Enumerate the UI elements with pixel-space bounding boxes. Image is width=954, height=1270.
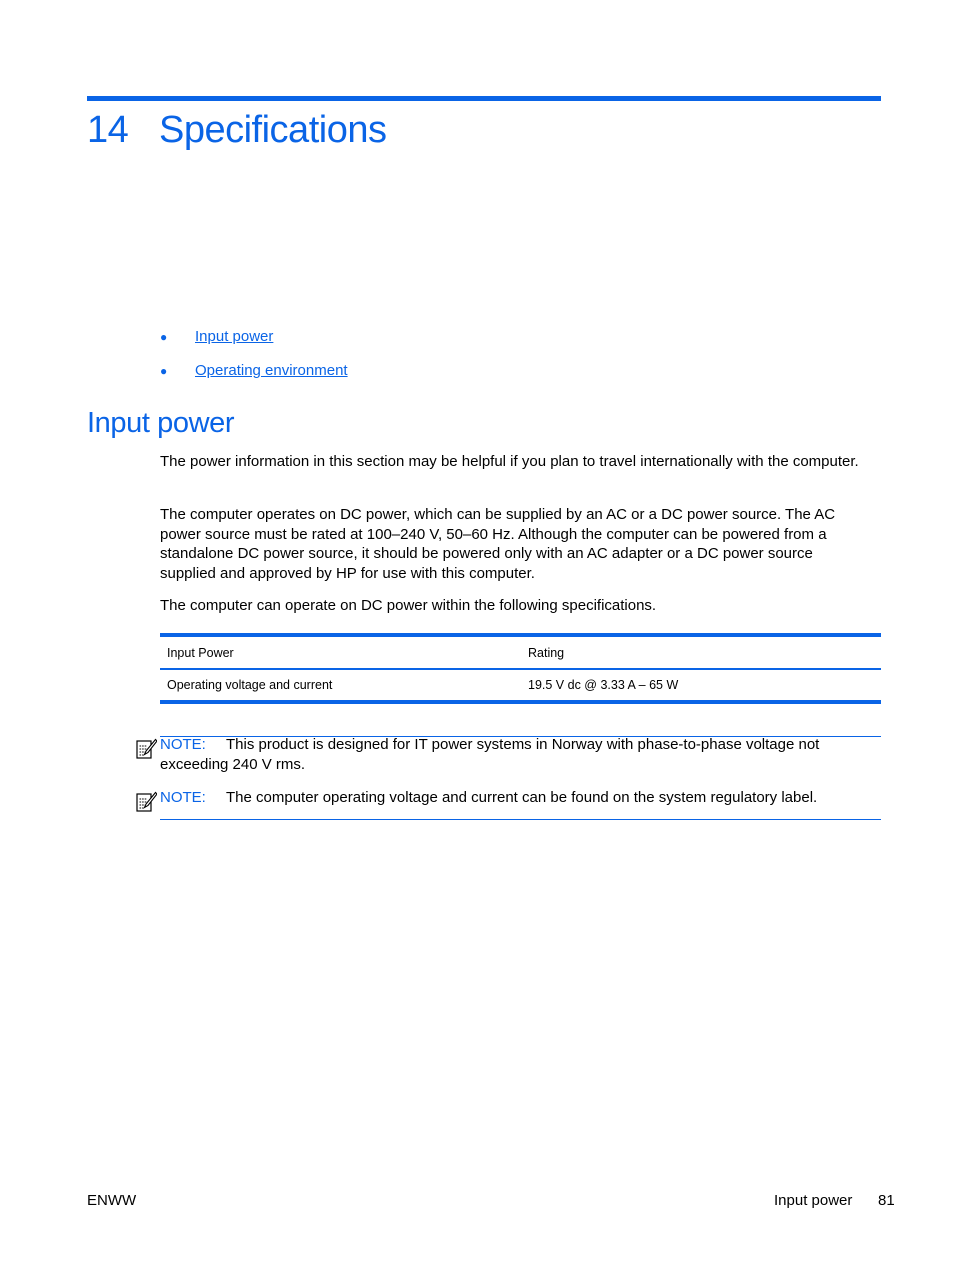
toc-item-input-power: [160, 327, 273, 347]
paragraph-intro: The power information in this section may be helpful if you plan to travel internationally with the computer.: [160, 453, 859, 470]
chapter-title: Specifications: [159, 109, 387, 151]
chapter-number: 14: [87, 109, 129, 151]
chapter-rule: [87, 96, 881, 101]
paragraph-dc-power: The computer operates on DC power, which can be supplied by an AC or a DC power source. The AC power source must be rated at 100–240 V, 50–60 Hz. Although the computer can be powered from a standalone DC power source, it should be powered only with an AC adapter or a DC power source supplied and approved by HP for use with this computer.: [160, 506, 836, 582]
note-text: This product is designed for IT power systems in Norway with phase-to-phase voltage not exceeding 240 V rms.: [160, 736, 820, 773]
note-text: The computer operating voltage and current can be found on the system regulatory label.: [226, 789, 818, 806]
chapter-heading: [87, 104, 386, 156]
section-title: Input power: [87, 407, 235, 439]
note-regulatory-label: [160, 788, 881, 808]
spec-table: [160, 633, 881, 704]
footer-left: ENWW: [87, 1192, 137, 1209]
note-icon: [135, 738, 157, 760]
table-cell-parameter: Operating voltage and current: [160, 669, 521, 702]
table-header-row: [160, 635, 881, 669]
table-row: [160, 669, 881, 702]
table-cell-rating: 19.5 V dc @ 3.33 A – 65 W: [521, 669, 881, 702]
note-icon: [135, 791, 157, 813]
table-header-rating: Rating: [521, 635, 881, 669]
paragraph-specifications: The computer can operate on DC power within the following specifications.: [160, 597, 657, 614]
note-label: NOTE:: [160, 789, 206, 806]
bullet-icon: ●: [160, 364, 168, 378]
page-number: 81: [878, 1192, 895, 1209]
footer-section: Input power: [774, 1192, 853, 1209]
note-norway: [160, 735, 881, 774]
bullet-icon: ●: [160, 330, 168, 344]
toc-item-operating-environment: [160, 361, 348, 381]
note-bottom-rule: [160, 819, 881, 820]
note-label: NOTE:: [160, 736, 206, 753]
toc-link-input-power[interactable]: Input power: [195, 328, 274, 345]
toc-link-operating-environment[interactable]: Operating environment: [195, 362, 348, 379]
table-header-input-power: Input Power: [160, 635, 521, 669]
